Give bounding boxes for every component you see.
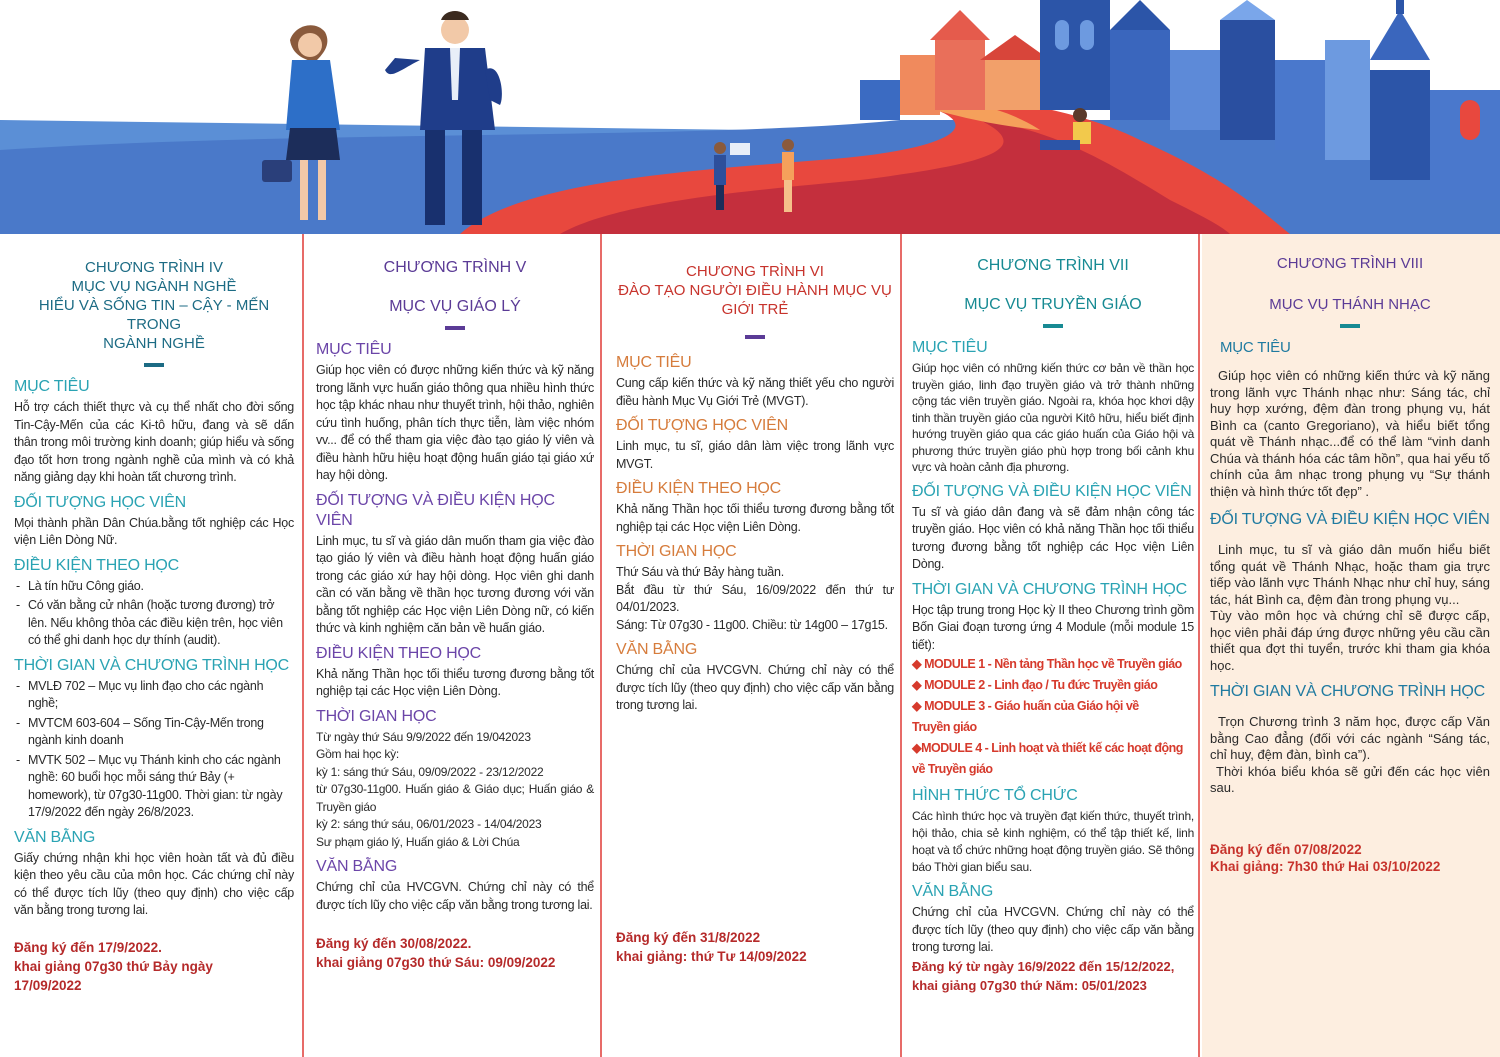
section-text: Giấy chứng nhận khi học viên hoàn tất và đủ điều kiện theo yêu cầu của môn học. Các chứng chỉ này có thể được tích lũy (theo quy định) cho việc cấp văn bằng trong tương lai. xyxy=(14,850,294,917)
section-heading: THỜI GIAN HỌC xyxy=(316,707,437,725)
section-text: Các hình thức học và truyền đạt kiến thức, thuyết trình, hội thảo, chia sẻ kinh nghiệm, có thể tập thiết kế, linh hoạt và tổ chức những hoạt động truyền giáo. Sẽ thông báo Thời gian biểu sau. xyxy=(912,809,1194,874)
title-dash xyxy=(745,335,765,339)
registration-info xyxy=(316,934,594,972)
registration-line: Đăng ký đến 31/8/2022 xyxy=(616,930,761,945)
section-text: Chứng chỉ của HVCGVN. Chứng chỉ này có thể được tích lũy (theo quy định) cho việc cấp văn bằng trong tương lai. xyxy=(912,905,1194,954)
section-heading: ĐỐI TƯỢNG VÀ ĐIỀU KIỆN HỌC VIÊN xyxy=(1210,511,1490,528)
title-dash xyxy=(445,326,465,330)
registration-info xyxy=(1210,841,1490,875)
title-line: ĐÀO TẠO NGƯỜI ĐIỀU HÀNH MỤC VỤ xyxy=(618,282,892,299)
program-vii-title: CHƯƠNG TRÌNH VII xyxy=(977,257,1129,274)
list-item: - Có văn bằng cử nhân (hoặc tương đương) trở lên. Nếu không thỏa các điều kiện trên, học viên có thể ghi danh học dự thính (audit). xyxy=(14,597,294,650)
section-heading: MỤC TIÊU xyxy=(1220,339,1291,356)
schedule-line: Thứ Sáu và thứ Bảy hàng tuần. xyxy=(616,565,784,579)
condition-list xyxy=(14,578,294,650)
program-iv-title xyxy=(14,258,294,353)
section-text: Chứng chỉ của HVCGVN. Chứng chỉ này có thể được tích lũy cho việc cấp văn bằng trong tương lai. xyxy=(316,880,594,912)
section-heading: MỤC TIÊU xyxy=(912,339,988,356)
schedule-line: Gồm hai học kỳ: xyxy=(316,747,399,761)
section-heading: ĐỐI TƯỢNG VÀ ĐIỀU KIỆN HỌC VIÊN xyxy=(316,491,555,529)
program-iv-column xyxy=(0,234,302,1057)
registration-info xyxy=(912,957,1194,995)
title-line: HIỂU VÀ SỐNG TIN – CẬY - MẾN TRONG xyxy=(38,297,270,333)
module-item: về Truyền giáo xyxy=(912,762,993,776)
registration-line: khai giảng 07g30 thứ Sáu: 09/09/2022 xyxy=(316,955,556,970)
schedule-line: Từ ngày thứ Sáu 9/9/2022 đến 19/042023 xyxy=(316,729,531,744)
section-heading: HÌNH THỨC TỔ CHỨC xyxy=(912,787,1078,804)
section-heading: ĐIỀU KIỆN THEO HỌC xyxy=(616,480,782,497)
program-viii-subtitle: MỤC VỤ THÁNH NHẠC xyxy=(1269,296,1431,313)
program-vii-subtitle: MỤC VỤ TRUYỀN GIÁO xyxy=(964,296,1142,313)
registration-info xyxy=(616,928,807,966)
program-vi-column xyxy=(602,234,902,1057)
section-text: Giúp học viên có những kiến thức và kỹ năng trong lãnh vực Thánh nhạc như: Sáng tác, chỉ huy hợp xướng, đệm đàn trong phụng vụ, hát Bình ca (canto Gregoriano), và hiểu biết tổng quát về Thánh nhạc...để có thể làm “vinh danh Chúa và thánh hóa các tâm hồn”, qua hai yếu tố chính của âm nhạc trong phụng vụ “Sự thánh thiện và hình thức tốt đẹp” . xyxy=(1210,368,1490,499)
section-text: Hỗ trợ cách thiết thực và cụ thể nhất cho đời sống Tin-Cậy-Mến của các Ki-tô hữu, đang và sẽ dấn thân trong môi trường kinh doanh; giúp hiểu và sống đạo tốt hơn trong ngành nghề của mình và có khả năng giảng dạy khi hoàn tất chương trình. xyxy=(14,400,294,484)
section-heading: ĐỐI TƯỢNG HỌC VIÊN xyxy=(616,417,788,434)
section-text: Học tập trung trong Học kỳ II theo Chương trình gồm Bốn Giai đoạn tương ứng 4 Module (mỗi module 15 tiết): xyxy=(912,602,1194,652)
section-heading: THỜI GIAN VÀ CHƯƠNG TRÌNH HỌC xyxy=(1210,683,1486,700)
section-text: Giúp học viên có được những kiến thức và kỹ năng trong lãnh vực huấn giáo thông qua nhiều hình thức học tập khác nhau như thuyết trình, hội thảo, nghiên cứu tình huống, phân tích thực tiễn, làm việc nhóm vv... để có thể tham gia việc đào tạo giáo lý viên và điều hành hữu hiệu hoạt động huấn giáo tại giáo xứ hay hội dòng. xyxy=(316,363,594,482)
list-item: - Là tín hữu Công giáo. xyxy=(14,578,294,596)
list-item: - MVTCM 603-604 – Sống Tin-Cậy-Mến trong ngành kinh doanh xyxy=(14,715,294,750)
module-item: ◆ MODULE 2 - Linh đạo / Tu đức Truyền giáo xyxy=(912,678,1158,692)
module-list xyxy=(912,654,1194,780)
banner-illustration xyxy=(0,0,1500,234)
schedule-text xyxy=(316,729,594,852)
list-item: - MVTK 502 – Mục vụ Thánh kinh cho các ngành nghề: 60 buổi học mỗi sáng thứ Bảy (+ homework), từ 07g30-11g00. Thời gian: từ ngày 17/9/2022 đến ngày 26/8/2023. xyxy=(14,752,294,822)
section-heading: ĐIỀU KIỆN THEO HỌC xyxy=(316,644,482,662)
module-item: ◆ MODULE 3 - Giáo huấn của Giáo hội về xyxy=(912,699,1139,713)
section-text: Linh mục, tu sĩ và giáo dân muốn hiểu biết tổng quát về Thánh Nhạc, hoặc tham gia trực tiếp vào lãnh vực Thánh Nhạc như chỉ huy, sáng tác, hát Bình ca, đệm đàn trong phụng vụ... xyxy=(1210,542,1490,607)
schedule-line: Sư phạm giáo lý, Huấn giáo & Lời Chúa xyxy=(316,834,520,849)
title-line: NGÀNH NGHỀ xyxy=(103,335,205,352)
registration-line: khai giảng 07g30 thứ Năm: 05/01/2023 xyxy=(912,977,1147,993)
registration-line: Đăng ký đến 17/9/2022. xyxy=(14,939,162,955)
section-text: Mọi thành phần Dân Chúa.bằng tốt nghiệp các Học viện Liên Dòng Nữ. xyxy=(14,515,294,547)
title-line: CHƯƠNG TRÌNH IV xyxy=(85,259,223,276)
section-heading: ĐIỀU KIỆN THEO HỌC xyxy=(14,556,180,574)
title-line: CHƯƠNG TRÌNH VI xyxy=(686,263,824,280)
section-heading: VĂN BẰNG xyxy=(912,883,994,900)
registration-line: khai giảng: thứ Tư 14/09/2022 xyxy=(616,949,807,964)
title-line: GIỚI TRẺ xyxy=(721,301,789,318)
section-heading: MỤC TIÊU xyxy=(316,341,392,358)
list-item: - MVLĐ 702 – Mục vụ linh đạo cho các ngành nghề; xyxy=(14,678,294,713)
title-dash xyxy=(1043,324,1063,328)
title-line: MỤC VỤ NGÀNH NGHỀ xyxy=(71,278,237,295)
registration-line: khai giảng 07g30 thứ Bảy ngày xyxy=(14,958,213,974)
section-text: Linh mục, tu sĩ và giáo dân muốn tham gia việc đào tạo giáo lý viên và điều hành hoạt động huấn giáo trong các giáo xứ hay hội dòng. Học viên ghi danh cần có văn bằng về thần học tương đương với văn bằng tốt nghiệp các Học viện Liên Dòng nữ, có kiến thức và kinh nghiệm căn bản về huấn giáo. xyxy=(316,533,594,635)
program-vi-title xyxy=(616,262,894,319)
program-v-title: CHƯƠNG TRÌNH V xyxy=(383,259,527,276)
section-heading: VĂN BẰNG xyxy=(316,858,398,875)
module-item: Truyền giáo xyxy=(912,720,977,734)
section-text: Trọn Chương trình 3 năm học, được cấp Văn bằng Cao đẳng (đối với các ngành “Sáng tác, chỉ huy, đệm đàn, bình ca”). xyxy=(1210,714,1490,762)
registration-line: Khai giảng: 7h30 thứ Hai 03/10/2022 xyxy=(1210,858,1441,874)
schedule-line: kỳ 1: sáng thứ Sáu, 09/09/2022 - 23/12/2022 xyxy=(316,764,544,779)
registration-line: Đăng ký đến 07/08/2022 xyxy=(1210,841,1362,857)
section-heading: MỤC TIÊU xyxy=(616,354,692,371)
section-text: Khả năng Thần học tối thiểu tương đương bằng tốt nghiệp tại các Học viện Liên Dòng. xyxy=(616,502,894,534)
section-heading: ĐỐI TƯỢNG VÀ ĐIỀU KIỆN HỌC VIÊN xyxy=(912,482,1192,500)
program-vii-column xyxy=(902,234,1202,1057)
schedule-line: từ 07g30-11g00. Huấn giáo & Giáo dục; Huấn giáo & Truyền giáo xyxy=(316,782,594,814)
program-v-subtitle: MỤC VỤ GIÁO LÝ xyxy=(389,298,521,315)
section-text: Giúp học viên có những kiến thức cơ bản về thần học truyền giáo, linh đạo truyền giáo và trở thành những cộng tác viên truyền giáo. Ngoài ra, khóa học khơi dậy tinh thần truyền giáo của người Kitô hữu, hiểu biết định hướng truyền giáo qua các giáo huấn của Giáo hội và phương thức truyền giáo phù hợp trong bối cảnh khu vực và hoàn cảnh địa phương. xyxy=(912,361,1194,474)
schedule-line: Sáng: Từ 07g30 - 11g00. Chiều: từ 14g00 – 17g15. xyxy=(616,617,888,632)
section-heading: MỤC TIÊU xyxy=(14,378,90,395)
section-text: Chứng chỉ của HVCGVN. Chứng chỉ này có thể được tích lũy (theo quy định) cho việc cấp văn bằng trong tương lai. xyxy=(616,663,894,712)
schedule-line: kỳ 2: sáng thứ sáu, 06/01/2023 - 14/04/2023 xyxy=(316,817,542,831)
schedule-text xyxy=(616,564,894,634)
module-item: ◆ MODULE 1 - Nền tảng Thần học về Truyền giáo xyxy=(912,657,1182,671)
section-heading: THỜI GIAN HỌC xyxy=(616,543,737,560)
section-heading: VĂN BẰNG xyxy=(616,641,698,658)
registration-line: Đăng ký từ ngày 16/9/2022 đến 15/12/2022, xyxy=(912,958,1175,974)
section-text: Tu sĩ và giáo dân đang và sẽ đảm nhận công tác truyền giáo. Học viên có khả năng Thần học tối thiểu tương đương bằng tốt nghiệp các Học viện Liên Dòng. xyxy=(912,504,1194,571)
section-text: Tùy vào môn học và chứng chỉ sẽ được cấp, học viên phải đáp ứng được những yêu cầu cần thiết qua đợt thi tuyển, trước khi tham gia khóa học. xyxy=(1210,608,1490,673)
program-v-column xyxy=(302,234,602,1057)
section-heading: THỜI GIAN VÀ CHƯƠNG TRÌNH HỌC xyxy=(912,580,1188,598)
registration-line: 17/09/2022 xyxy=(14,977,82,993)
title-dash xyxy=(1340,324,1360,328)
registration-line: Đăng ký đến 30/08/2022. xyxy=(316,936,472,951)
section-text: Linh mục, tu sĩ, giáo dân làm việc trong lãnh vực MVGT. xyxy=(616,439,894,471)
section-heading: ĐỐI TƯỢNG HỌC VIÊN xyxy=(14,493,186,511)
section-heading: THỜI GIAN VÀ CHƯƠNG TRÌNH HỌC xyxy=(14,656,290,674)
program-viii-title: CHƯƠNG TRÌNH VIII xyxy=(1276,255,1424,272)
title-dash xyxy=(144,363,164,367)
registration-info xyxy=(14,938,294,995)
section-text: Thời khóa biểu khóa sẽ gửi đến các học viên sau. xyxy=(1210,763,1490,795)
program-viii-column xyxy=(1202,234,1500,1057)
schedule-list xyxy=(14,678,294,822)
section-text: Cung cấp kiến thức và kỹ năng thiết yếu cho người điều hành Mục Vụ Giới Trẻ (MVGT). xyxy=(616,376,894,408)
schedule-line: Bắt đầu từ thứ Sáu, 16/09/2022 đến thứ tư 04/01/2023. xyxy=(616,582,894,614)
section-text: Khả năng Thần học tối thiểu tương đương bằng tốt nghiệp tại các Học viện Liên Dòng. xyxy=(316,666,594,698)
module-item: ◆MODULE 4 - Linh hoạt và thiết kế các hoạt động xyxy=(912,741,1183,755)
section-heading: VĂN BẰNG xyxy=(14,828,96,846)
